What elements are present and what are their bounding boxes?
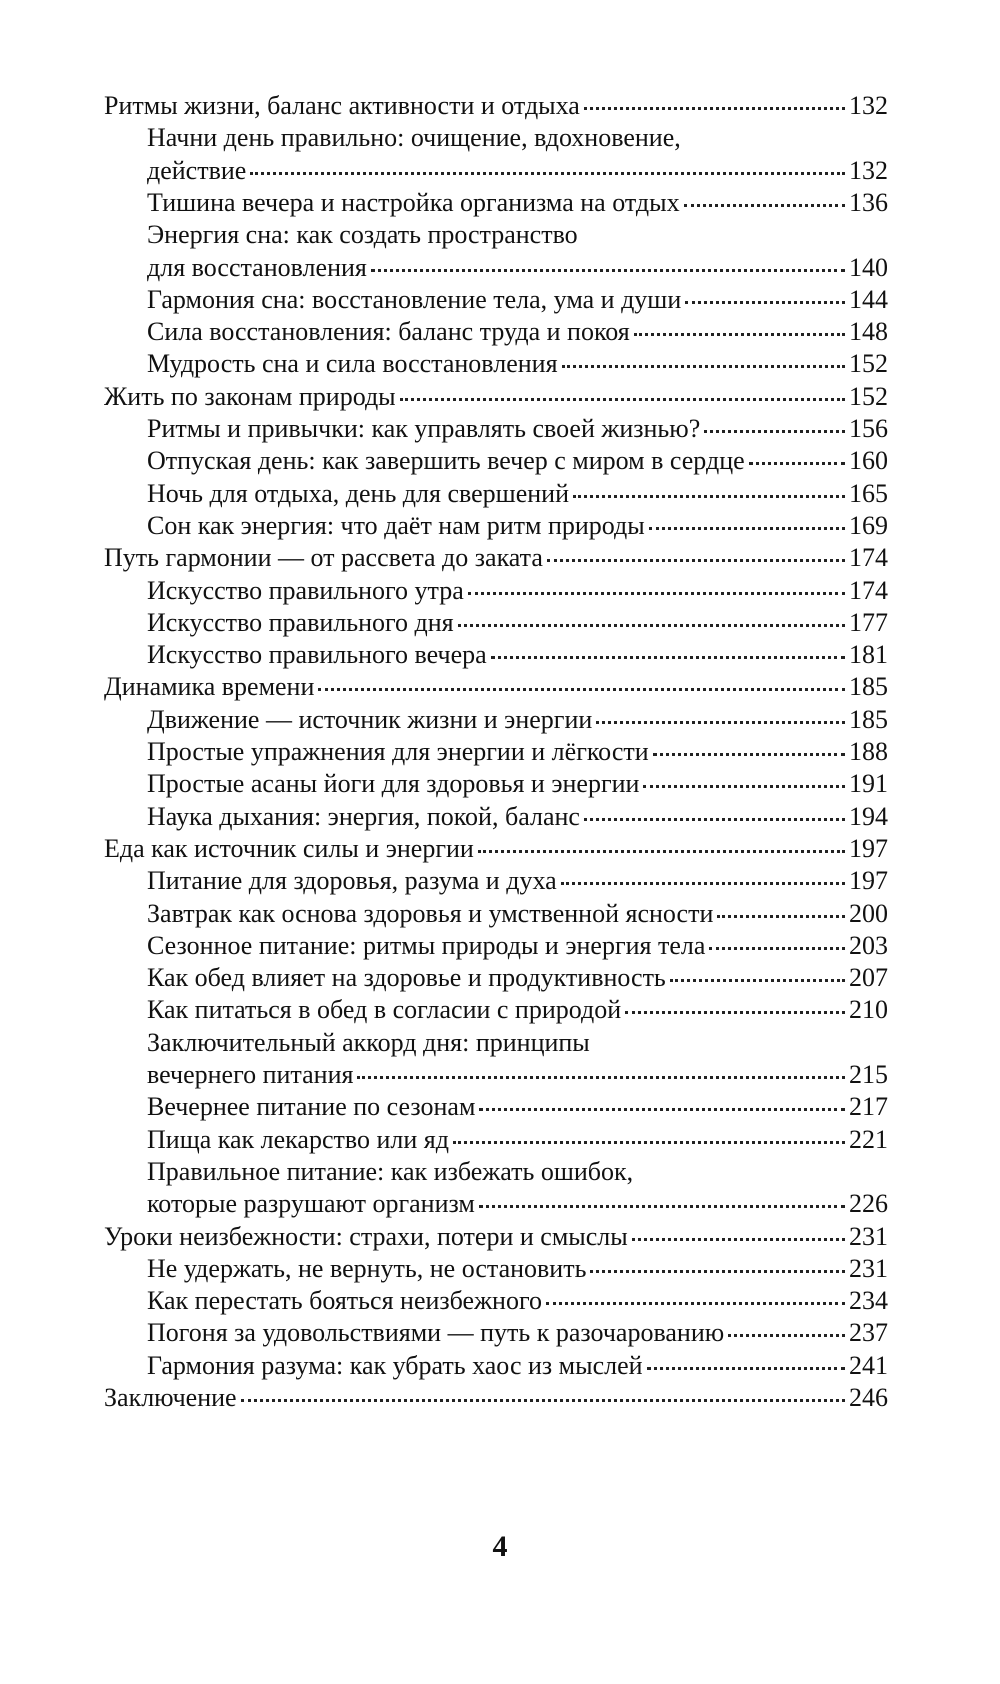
dot-leader [546, 1296, 845, 1305]
toc-chapter[interactable] [104, 671, 888, 703]
toc-entry-title: Ритмы жизни, баланс активности и отдыха [104, 91, 580, 120]
dot-leader [643, 779, 845, 788]
toc-entry-title: Жить по законам природы [104, 381, 396, 411]
toc-page-number: 221 [849, 1124, 888, 1154]
toc-page-number: 194 [849, 801, 888, 831]
toc-page-number: 226 [849, 1189, 888, 1219]
toc-entry-title: Как перестать бояться неизбежного [147, 1286, 542, 1316]
toc-page-number: 203 [849, 930, 888, 960]
toc-entry-title: Динамика времени [104, 672, 315, 702]
toc-section[interactable] [147, 187, 888, 219]
toc-entry-line: Начни день правильно: очищение, вдохновение, [147, 123, 681, 153]
dot-leader [479, 1199, 845, 1208]
toc-entry-line: Заключительный аккорд дня: принципы [147, 1027, 590, 1057]
toc-page-number: 185 [849, 704, 888, 734]
toc-entry-title: Пища как лекарство или яд [147, 1124, 449, 1154]
toc-section[interactable] [147, 1350, 888, 1382]
toc-entry-title: Завтрак как основа здоровья и умственной ясности [147, 898, 714, 928]
toc-section[interactable] [147, 607, 888, 639]
toc-entry-title: Искусство правильного утра [147, 575, 464, 605]
dot-leader [479, 1102, 845, 1111]
dot-leader [400, 392, 845, 401]
toc-entry-title: Простые упражнения для энергии и лёгкости [147, 737, 649, 766]
toc-page-number: 231 [849, 1253, 888, 1283]
toc-entry-title: Искусство правильного дня [147, 607, 454, 637]
toc-entry-title: Наука дыхания: энергия, покой, баланс [147, 801, 580, 831]
toc-section[interactable] [147, 284, 888, 316]
toc-entry-title: которые разрушают организм [147, 1189, 475, 1219]
toc-page-number: 132 [849, 155, 888, 185]
toc-entry-title: Сезонное питание: ритмы природы и энергия тела [147, 930, 706, 960]
toc-section[interactable] [147, 898, 888, 930]
toc-section[interactable] [147, 510, 888, 542]
toc-entry-title: Ночь для отдыха, день для свершений [147, 478, 569, 508]
dot-leader [653, 747, 845, 756]
dot-leader [684, 198, 845, 207]
dot-leader [371, 263, 845, 272]
toc-page-number: 132 [849, 91, 888, 120]
toc-entry-title: Отпуская день: как завершить вечер с миром в сердце [147, 446, 745, 476]
dot-leader [685, 295, 845, 304]
toc-entry-title: Простые асаны йоги для здоровья и энергии [147, 769, 640, 799]
toc-chapter[interactable] [104, 833, 888, 865]
dot-leader [634, 327, 845, 336]
dot-leader [584, 101, 845, 110]
toc-page-number: 165 [849, 478, 888, 508]
toc-entry-title: Ритмы и привычки: как управлять своей жизнью? [147, 414, 701, 443]
toc-entry-title: Сила восстановления: баланс труда и покоя [147, 317, 630, 347]
dot-leader [625, 1005, 845, 1014]
toc-page-number: 140 [849, 252, 888, 282]
dot-leader [596, 715, 845, 724]
toc-section[interactable] [147, 1285, 888, 1317]
page-number: 4 [492, 1530, 508, 1563]
toc-section[interactable] [147, 478, 888, 510]
dot-leader [590, 1264, 845, 1273]
toc-section[interactable] [147, 865, 888, 897]
toc-entry-title: вечернего питания [147, 1060, 354, 1089]
toc-page-number: 200 [849, 898, 888, 928]
toc-section[interactable] [147, 930, 888, 962]
toc-page-number: 148 [849, 317, 888, 347]
dot-leader [728, 1328, 845, 1337]
toc-entry-title: Гармония сна: восстановление тела, ума и души [147, 284, 682, 314]
toc-section[interactable] [147, 1253, 888, 1285]
toc-section[interactable] [147, 704, 888, 736]
dot-leader [453, 1135, 845, 1144]
toc-page-number: 174 [849, 543, 888, 573]
toc-page-number: 241 [849, 1350, 888, 1380]
toc-chapter[interactable] [104, 90, 888, 122]
toc-page-number: 188 [849, 737, 888, 766]
toc-entry-title: Еда как источник силы и энергии [104, 833, 474, 863]
toc-section[interactable] [147, 801, 888, 833]
toc-page-number: 169 [849, 510, 888, 540]
dot-leader [573, 489, 845, 498]
toc-section[interactable] [147, 575, 888, 607]
toc-entry-title: Вечернее питание по сезонам [147, 1092, 476, 1122]
toc-section[interactable] [147, 768, 888, 800]
toc-section[interactable] [147, 1059, 888, 1091]
toc-section[interactable] [147, 1317, 888, 1349]
dot-leader [561, 876, 845, 885]
toc-entry-title: Путь гармонии — от рассвета до заката [104, 543, 543, 573]
toc-entry-title: Как питаться в обед в согласии с природой [147, 995, 622, 1025]
toc-section[interactable] [147, 1188, 888, 1220]
toc-entry-title: для восстановления [147, 252, 367, 282]
toc-entry-title: Мудрость сна и сила восстановления [147, 349, 558, 379]
toc-page-number: 217 [849, 1092, 888, 1122]
toc-section[interactable] [147, 316, 888, 348]
toc-entry-title: действие [147, 155, 247, 185]
toc-page-number: 152 [849, 381, 888, 411]
toc-entry-title: Заключение [104, 1383, 237, 1412]
toc-page-number: 215 [849, 1060, 888, 1089]
dot-leader [649, 521, 845, 530]
toc-entry-title: Питание для здоровья, разума и духа [147, 866, 557, 896]
dot-leader [562, 359, 845, 368]
toc-entry-title: Уроки неизбежности: страхи, потери и смыслы [104, 1221, 628, 1251]
dot-leader [468, 586, 845, 595]
toc-entry-title: Искусство правильного вечера [147, 640, 487, 670]
toc-chapter[interactable] [104, 542, 888, 574]
toc-section[interactable] [147, 155, 888, 187]
toc-page-number: 144 [849, 284, 888, 314]
toc-page-number: 174 [849, 575, 888, 605]
dot-leader [584, 812, 845, 821]
toc-page-number: 177 [849, 607, 888, 637]
toc-section[interactable] [147, 445, 888, 477]
dot-leader [547, 553, 845, 562]
dot-leader [491, 650, 845, 659]
toc-page-number: 156 [849, 414, 888, 443]
toc-section[interactable] [147, 994, 888, 1026]
toc-page-number: 136 [849, 187, 888, 217]
dot-leader [478, 844, 845, 853]
dot-leader [717, 909, 845, 918]
toc-entry-line: Энергия сна: как создать пространство [147, 220, 578, 250]
toc-entry-title: Сон как энергия: что даёт нам ритм природы [147, 510, 645, 540]
toc-chapter[interactable] [104, 1382, 888, 1414]
dot-leader [250, 166, 845, 175]
dot-leader [704, 424, 845, 433]
toc-entry-title: Погоня за удовольствиями — путь к разочарованию [147, 1318, 725, 1348]
dot-leader [458, 618, 845, 627]
toc-entry-title: Движение — источник жизни и энергии [147, 704, 593, 734]
toc-entry-title: Гармония разума: как убрать хаос из мыслей [147, 1350, 643, 1380]
toc-chapter[interactable] [104, 381, 888, 413]
toc-section[interactable] [147, 1124, 888, 1156]
dot-leader [670, 973, 845, 982]
toc-entry-line: Правильное питание: как избежать ошибок, [147, 1156, 634, 1186]
toc-section[interactable] [147, 962, 888, 994]
toc-section[interactable] [147, 413, 888, 445]
toc-section[interactable] [147, 639, 888, 671]
dot-leader [632, 1232, 845, 1241]
toc-page-number: 231 [849, 1221, 888, 1251]
toc-entry-title: Не удержать, не вернуть, не остановить [147, 1253, 587, 1283]
toc-page-number: 197 [849, 833, 888, 863]
toc-page-number: 210 [849, 995, 888, 1025]
toc-page-number: 160 [849, 446, 888, 476]
toc-page-number: 207 [849, 963, 888, 993]
dot-leader [647, 1361, 845, 1370]
toc-section[interactable] [147, 348, 888, 380]
toc-entry-title: Тишина вечера и настройка организма на отдых [147, 187, 680, 217]
dot-leader [357, 1070, 845, 1079]
toc-section[interactable] [147, 252, 888, 284]
toc-page-number: 197 [849, 866, 888, 896]
toc-page-number: 246 [849, 1383, 888, 1412]
toc-section[interactable] [147, 1091, 888, 1123]
toc-page-number: 185 [849, 672, 888, 702]
toc-entry-title: Как обед влияет на здоровье и продуктивность [147, 963, 666, 993]
dot-leader [709, 941, 845, 950]
toc-page-number: 152 [849, 349, 888, 379]
dot-leader [749, 456, 845, 465]
toc-page-number: 234 [849, 1286, 888, 1316]
dot-leader [241, 1393, 845, 1402]
toc-page-number: 237 [849, 1318, 888, 1348]
toc-page-number: 191 [849, 769, 888, 799]
toc-chapter[interactable] [104, 1221, 888, 1253]
toc-page-number: 181 [849, 640, 888, 670]
dot-leader [318, 682, 845, 691]
toc-section[interactable] [147, 736, 888, 768]
